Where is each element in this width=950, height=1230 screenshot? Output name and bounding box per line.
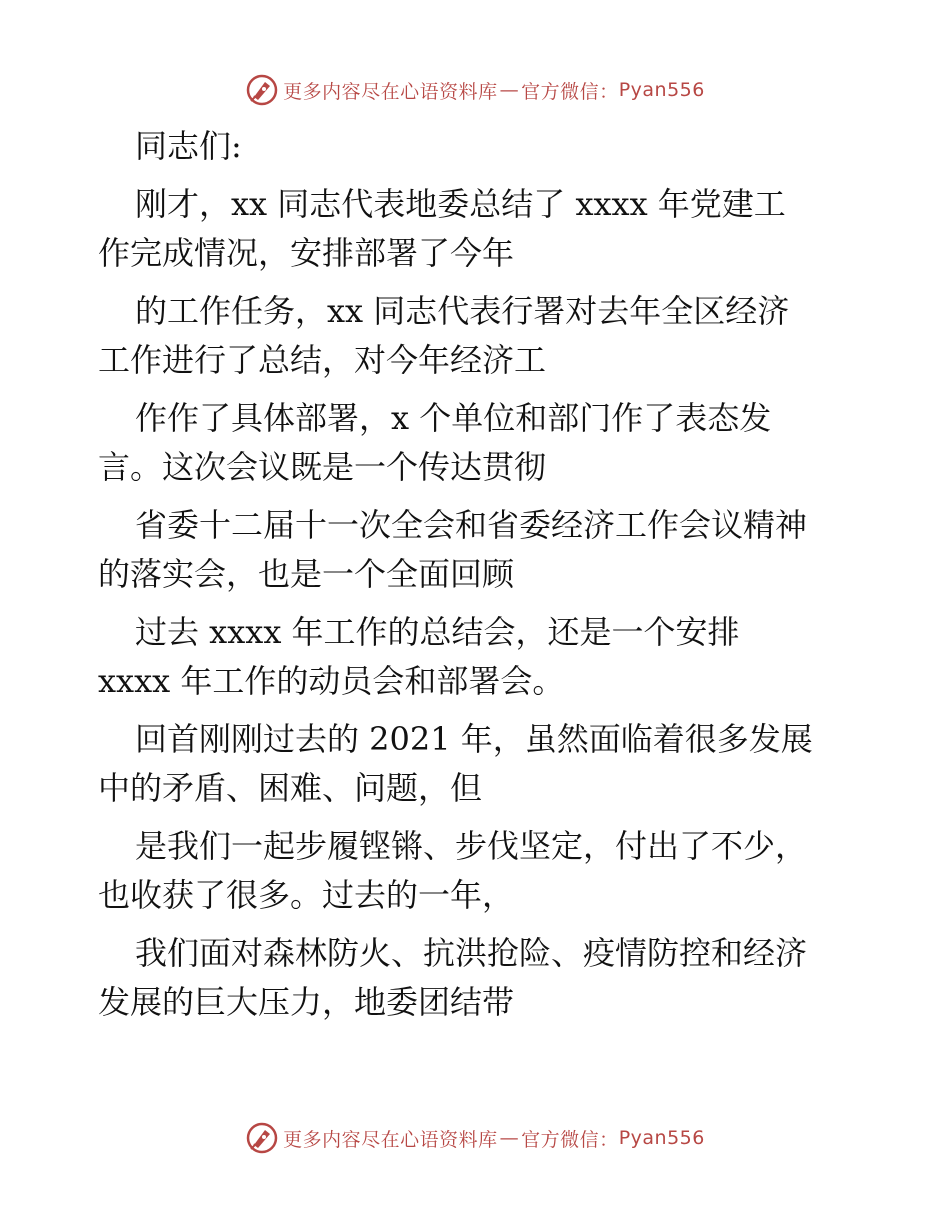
paragraph-line: 中的矛盾、困难、问题，但 <box>98 769 483 807</box>
paragraph-line: 言。这次会议既是一个传达贯彻 <box>98 448 547 486</box>
paragraph-line: 是我们一起步履铿锵、步伐坚定，付出了不少， <box>135 827 808 865</box>
footer-separator: — <box>499 1127 520 1149</box>
greeting: 同志们: <box>135 127 242 165</box>
paragraph-line: xxxx 年工作的动员会和部署会。 <box>98 662 565 700</box>
paragraph-line: 我们面对森林防火、抗洪抢险、疫情防控和经济 <box>135 934 808 972</box>
paragraph <box>98 608 858 706</box>
footer-left-text: 更多内容尽在心语资料库 <box>283 1128 498 1151</box>
paragraph <box>98 822 858 920</box>
paragraph-line: 也收获了很多。过去的一年， <box>98 876 515 914</box>
header-right-text: 官方微信： <box>521 80 619 103</box>
paragraph-line: 刚才，xx 同志代表地委总结了 xxxx 年党建工 <box>135 185 786 223</box>
document-body <box>98 122 858 1036</box>
paragraph <box>98 394 858 492</box>
footer-right-text: 官方微信： <box>521 1128 619 1151</box>
paragraph <box>98 501 858 599</box>
paragraph <box>98 929 858 1027</box>
paragraph <box>98 287 858 385</box>
paragraph-line: 回首刚刚过去的 2021 年，虽然面临着很多发展 <box>135 720 813 758</box>
header-wechat-id: Pyan556 <box>618 79 705 101</box>
header-banner <box>0 70 950 110</box>
header-left-text: 更多内容尽在心语资料库 <box>283 80 498 103</box>
paragraph-line: 省委十二届十一次全会和省委经济工作会议精神 <box>135 506 808 544</box>
pen-nib-logo-icon <box>245 1121 279 1155</box>
paragraph <box>98 715 858 813</box>
paragraph-line: 作完成情况，安排部署了今年 <box>98 234 515 272</box>
paragraph-line: 作作了具体部署，x 个单位和部门作了表态发 <box>135 399 772 437</box>
footer-banner <box>0 1118 950 1158</box>
paragraph <box>98 180 858 278</box>
paragraph-line: 的工作任务，xx 同志代表行署对去年全区经济 <box>135 292 790 330</box>
pen-nib-logo-icon <box>245 73 279 107</box>
paragraph-line: 工作进行了总结，对今年经济工 <box>98 341 547 379</box>
paragraph-line: 的落实会，也是一个全面回顾 <box>98 555 515 593</box>
footer-wechat-id: Pyan556 <box>618 1127 705 1149</box>
header-separator: — <box>499 79 520 101</box>
paragraph-line: 过去 xxxx 年工作的总结会，还是一个安排 <box>135 613 740 651</box>
paragraph-line: 发展的巨大压力，地委团结带 <box>98 983 515 1021</box>
